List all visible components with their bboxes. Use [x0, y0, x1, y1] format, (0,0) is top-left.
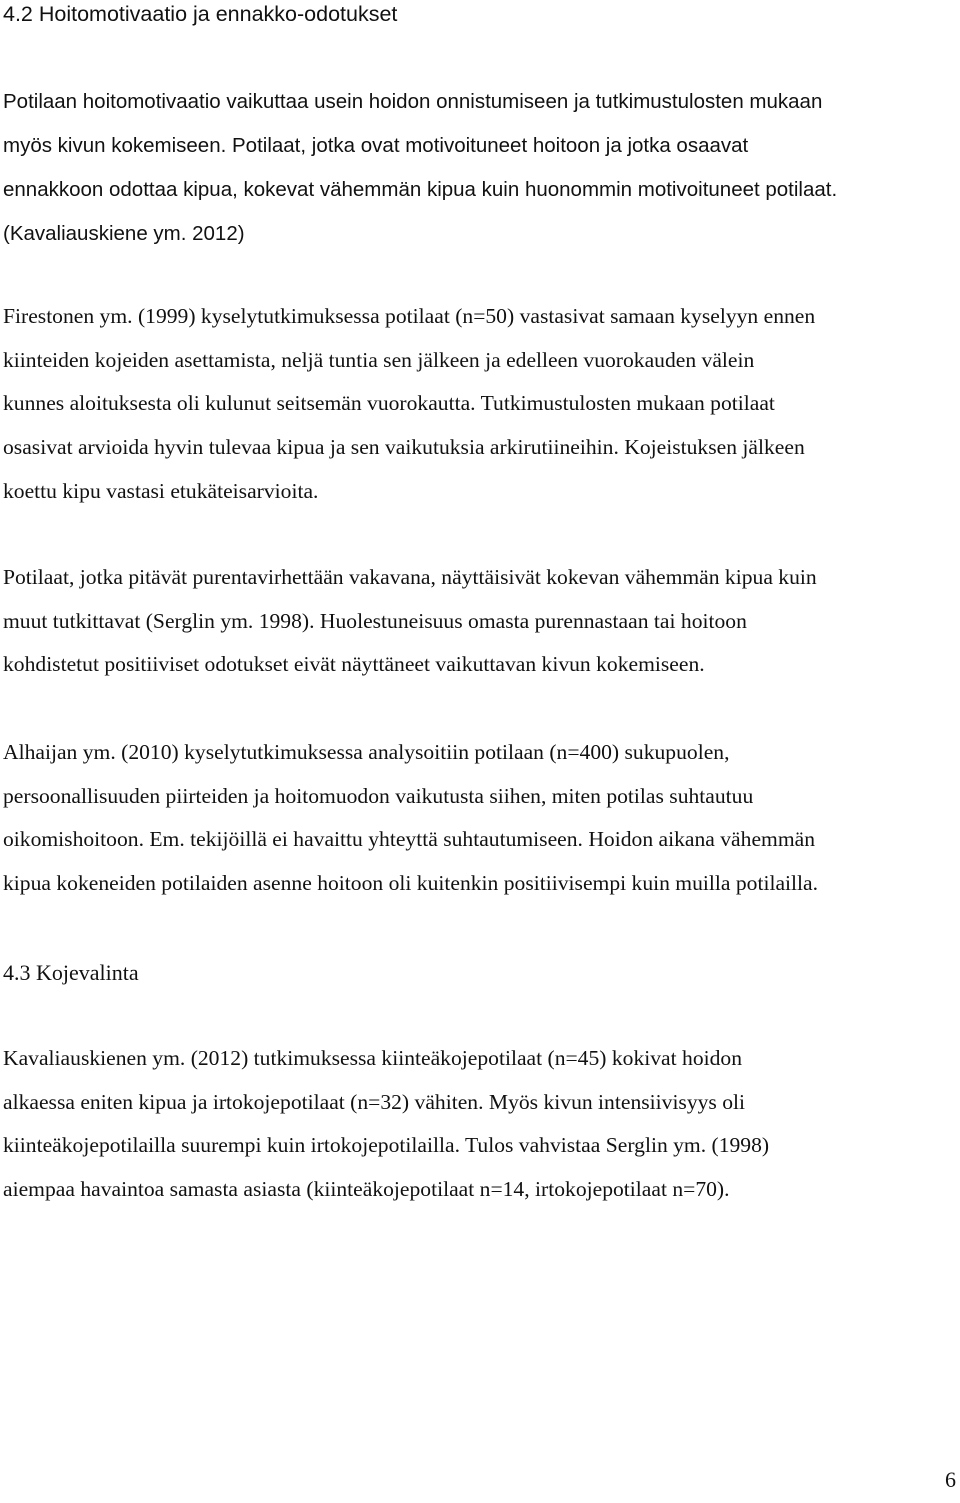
- text-line: Potilaan hoitomotivaatio vaikuttaa usein hoidon onnistumiseen ja tutkimustulosten mukaan: [3, 90, 823, 113]
- text-line: osasivat arvioida hyvin tulevaa kipua ja sen vaikutuksia arkirutiineihin. Kojeistuksen jälkeen: [3, 435, 805, 460]
- text-line: alkaessa eniten kipua ja irtokojepotilaat (n=32) vähiten. Myös kivun intensiivisyys oli: [3, 1089, 746, 1114]
- text-line: Alhaijan ym. (2010) kyselytutkimuksessa analysoitiin potilaan (n=400) sukupuolen,: [3, 740, 730, 764]
- paragraph-firestone: [3, 295, 960, 514]
- text-line: kunnes aloituksesta oli kulunut seitsemän vuorokautta. Tutkimustulosten mukaan potilaat: [3, 391, 775, 416]
- page-number: 6: [945, 1467, 956, 1492]
- text-line: aiempaa havaintoa samasta asiasta (kiinteäkojepotilaat n=14, irtokojepotilaat n=70).: [3, 1177, 730, 1202]
- text-line: oikomishoitoon. Em. tekijöillä ei havaittu yhteyttä suhtautumiseen. Hoidon aikana vähemmän: [3, 827, 816, 852]
- section-heading-4-2: 4.2 Hoitomotivaatio ja ennakko-odotukset: [3, 2, 398, 26]
- paragraph-motivation: [3, 80, 960, 256]
- text-line: ennakkoon odottaa kipua, kokevat vähemmän kipua kuin huonommin motivoituneet potilaat.: [3, 178, 838, 201]
- text-line: muut tutkittavat (Serglin ym. 1998). Huolestuneisuus omasta purennastaan tai hoitoon: [3, 608, 747, 633]
- text-line: kipua kokeneiden potilaiden asenne hoitoon oli kuitenkin positiivisempi kuin muilla potilailla.: [3, 871, 819, 896]
- paragraph-kavaliauskiene: [3, 1037, 960, 1212]
- text-line: Kavaliauskienen ym. (2012) tutkimuksessa kiinteäkojepotilaat (n=45) kokivat hoidon: [3, 1046, 743, 1070]
- section-heading-4-3: 4.3 Kojevalinta: [3, 960, 139, 985]
- paragraph-alhaija: [3, 731, 960, 906]
- text-line: koettu kipu vastasi etukäteisarvioita.: [3, 478, 319, 503]
- text-line: myös kivun kokemiseen. Potilaat, jotka ovat motivoituneet hoitoon ja jotka osaavat: [3, 134, 749, 157]
- text-line: kohdistetut positiiviset odotukset eivät näyttäneet vaikuttavan kivun kokemiseen.: [3, 652, 705, 677]
- text-line: Potilaat, jotka pitävät purentavirhettään vakavana, näyttäisivät kokevan vähemmän kipua kuin: [3, 565, 817, 589]
- text-line: kiinteäkojepotilailla suurempi kuin irtokojepotilailla. Tulos vahvistaa Serglin ym. (1998): [3, 1133, 770, 1158]
- paragraph-malocclusion: [3, 556, 960, 687]
- text-line: (Kavaliauskiene ym. 2012): [3, 222, 245, 245]
- text-line: persoonallisuuden piirteiden ja hoitomuodon vaikutusta siihen, miten potilas suhtautuu: [3, 783, 754, 808]
- text-line: kiinteiden kojeiden asettamista, neljä tuntia sen jälkeen ja edelleen vuorokauden välein: [3, 347, 755, 372]
- text-line: Firestonen ym. (1999) kyselytutkimuksessa potilaat (n=50) vastasivat samaan kyselyyn ennen: [3, 304, 816, 328]
